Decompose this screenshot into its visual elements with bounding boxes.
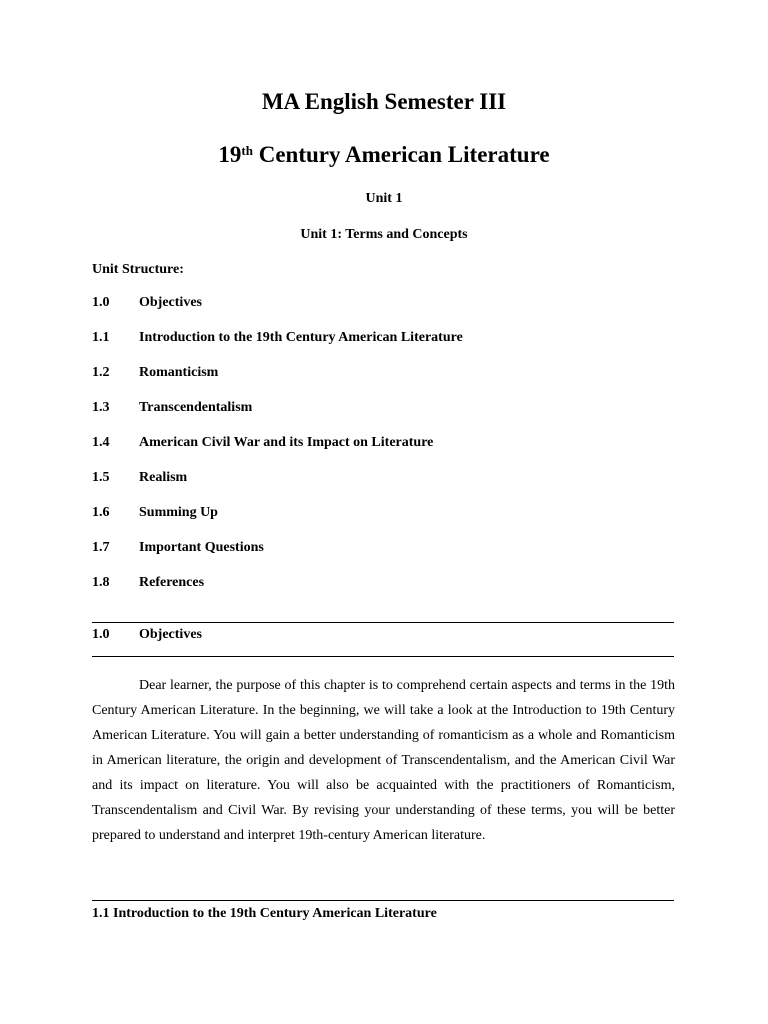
toc-item-number: 1.2 [92, 365, 110, 380]
unit-structure-list [92, 294, 682, 609]
objectives-paragraph: Dear learner, the purpose of this chapter is to comprehend certain aspects and terms in the 19th Century American Literature. In the beginning, we will take a look at the Introduction to 19th Century American Literature. You will gain a better understanding of romanticism as a whole and Romanticism in American literature, the origin and development of Transcendentalism, and the American Civil War and its impact on literature. You will also be acquainted with the practitioners of Romanticism, Transcendentalism and Civil War. By revising your understanding of these terms, you will be better prepared to understand and interpret 19th-century American literature. [92, 678, 675, 843]
course-title: MA English Semester III [261, 89, 507, 114]
toc-item-number: 1.3 [92, 400, 110, 415]
toc-item-text: American Civil War and its Impact on Literature [139, 435, 434, 450]
toc-item [92, 399, 682, 434]
subject-rest: Century American Literature [252, 142, 550, 167]
toc-item [92, 469, 682, 504]
toc-item-text: Introduction to the 19th Century American Literature [139, 330, 463, 345]
section-divider [92, 656, 674, 657]
toc-item [92, 434, 682, 469]
objectives-number: 1.0 [92, 627, 110, 642]
toc-item [92, 574, 682, 609]
objectives-title: Objectives [139, 627, 202, 642]
toc-item-text: Romanticism [139, 365, 219, 380]
toc-item-number: 1.6 [92, 505, 110, 520]
introduction-heading: 1.1 Introduction to the 19th Century American Literature [92, 906, 437, 921]
toc-item [92, 329, 682, 364]
toc-item-text: Realism [139, 470, 188, 485]
toc-item [92, 294, 682, 329]
toc-item [92, 504, 682, 539]
toc-item-text: Transcendentalism [139, 400, 253, 415]
toc-item [92, 539, 682, 574]
toc-item-text: Important Questions [139, 540, 264, 555]
toc-item-text: Objectives [139, 295, 202, 310]
unit-title: Unit 1: Terms and Concepts [300, 227, 468, 242]
toc-item-number: 1.4 [92, 435, 110, 450]
subject-superscript: th [241, 143, 253, 158]
toc-item-text: Summing Up [139, 505, 218, 520]
toc-item [92, 364, 682, 399]
toc-item-number: 1.1 [92, 330, 110, 345]
section-divider [92, 900, 674, 901]
unit-label: Unit 1 [365, 191, 403, 206]
subject-title [0, 141, 768, 169]
toc-item-number: 1.5 [92, 470, 110, 485]
unit-structure-label: Unit Structure: [92, 262, 184, 277]
subject-number: 19 [218, 142, 242, 167]
toc-item-text: References [139, 575, 205, 590]
toc-item-number: 1.0 [92, 295, 110, 310]
section-divider [92, 622, 674, 623]
toc-item-number: 1.8 [92, 575, 110, 590]
toc-item-number: 1.7 [92, 540, 110, 555]
